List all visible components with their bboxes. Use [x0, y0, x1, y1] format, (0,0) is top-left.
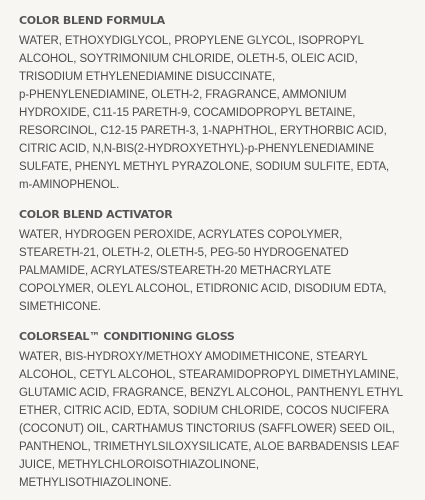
ingredient-line: COPOLYMER, OLEYL ALCOHOL, ETIDRONIC ACID, DISODIUM EDTA, [19, 283, 387, 295]
ingredient-list [19, 226, 413, 316]
ingredient-list [19, 348, 413, 492]
section-color-blend-activator [19, 208, 413, 316]
section-heading: COLORSEAL™ CONDITIONING GLOSS [19, 330, 235, 343]
ingredient-list [19, 32, 413, 194]
section-colorseal-conditioning-gloss [19, 330, 413, 492]
section-heading: COLOR BLEND FORMULA [19, 14, 165, 27]
ingredient-line: SIMETHICONE. [19, 301, 101, 313]
ingredient-line: ALCOHOL, SOYTRIMONIUM CHLORIDE, OLETH-5, OLEIC ACID, [19, 53, 358, 65]
ingredient-line: (COCONUT) OIL, CARTHAMUS TINCTORIUS (SAFFLOWER) SEED OIL, [19, 423, 395, 435]
ingredient-line: WATER, HYDROGEN PEROXIDE, ACRYLATES COPOLYMER, [19, 229, 343, 241]
ingredient-line: WATER, BIS-HYDROXY/METHOXY AMODIMETHICONE, STEARYL [19, 351, 368, 363]
ingredient-line: RESORCINOL, C12-15 PARETH-3, 1-NAPHTHOL, ERYTHORBIC ACID, [19, 125, 387, 137]
ingredient-line: PANTHENOL, TRIMETHYLSILOXYSILICATE, ALOE BARBADENSIS LEAF [19, 441, 400, 453]
ingredient-line: TRISODIUM ETHYLENEDIAMINE DISUCCINATE, [19, 71, 276, 83]
ingredient-line: STEARETH-21, OLETH-2, OLETH-5, PEG-50 HYDROGENATED [19, 247, 349, 259]
ingredient-line: JUICE, METHYLCHLOROISOTHIAZOLINONE, [19, 459, 259, 471]
ingredient-line: p-PHENYLENEDIAMINE, OLETH-2, FRAGRANCE, AMMONIUM [19, 89, 347, 101]
ingredient-line: ALCOHOL, CETYL ALCOHOL, STEARAMIDOPROPYL DIMETHYLAMINE, [19, 369, 399, 381]
ingredient-line: HYDROXIDE, C11-15 PARETH-9, COCAMIDOPROPYL BETAINE, [19, 107, 356, 119]
ingredient-line: WATER, ETHOXYDIGLYCOL, PROPYLENE GLYCOL, ISOPROPYL [19, 35, 364, 47]
ingredient-line: METHYLISOTHIAZOLINONE. [19, 477, 172, 489]
ingredient-line: PALMAMIDE, ACRYLATES/STEARETH-20 METHACRYLATE [19, 265, 332, 277]
section-heading: COLOR BLEND ACTIVATOR [19, 208, 173, 221]
ingredient-line: m-AMINOPHENOL. [19, 179, 120, 191]
ingredient-line: CITRIC ACID, N,N-BIS(2-HYDROXYETHYL)-p-PHENYLENEDIAMINE [19, 143, 374, 155]
ingredient-line: ETHER, CITRIC ACID, EDTA, SODIUM CHLORIDE, COCOS NUCIFERA [19, 405, 389, 417]
ingredient-line: GLUTAMIC ACID, FRAGRANCE, BENZYL ALCOHOL, PANTHENYL ETHYL [19, 387, 404, 399]
ingredient-line: SULFATE, PHENYL METHYL PYRAZOLONE, SODIUM SULFITE, EDTA, [19, 161, 390, 173]
section-color-blend-formula [19, 14, 413, 194]
